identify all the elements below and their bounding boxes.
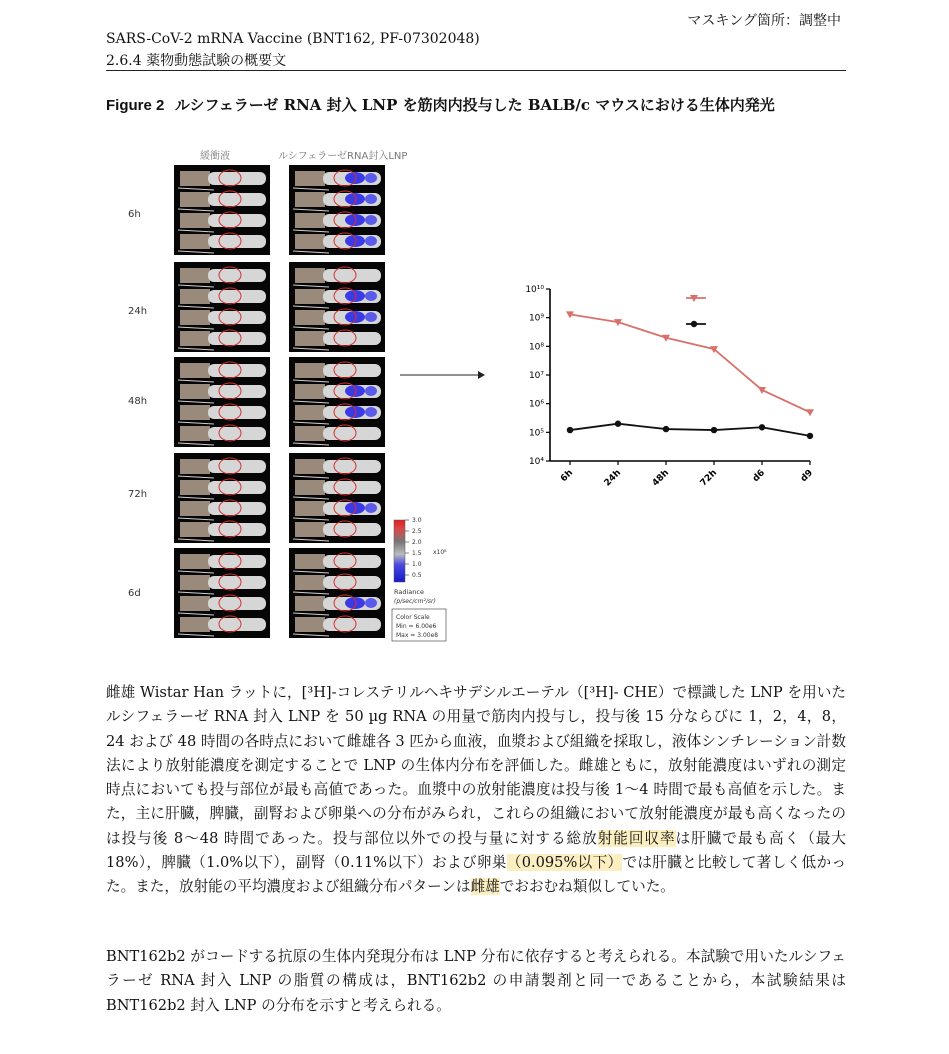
- data-point: [759, 424, 765, 430]
- data-point: [807, 433, 813, 439]
- data-point: [806, 409, 814, 416]
- arrow-icon: [398, 368, 488, 382]
- p1-text-b: は肝臓で最も高く（最大 18%），脾臓（1.0%以下），副腎（0.11%以下）および卵巣: [106, 829, 846, 872]
- buffer-mouse-image: [174, 165, 270, 255]
- timepoint-label: 72h: [128, 489, 148, 500]
- header-rule: [106, 70, 846, 71]
- p1-highlight-c: 雌雄: [470, 878, 500, 896]
- radiance-unit: (p/sec/cm²/sr): [394, 598, 436, 605]
- luminescence-chart: [505, 275, 825, 515]
- section-heading: 2.6.4 薬物動態試験の概要文: [106, 53, 287, 69]
- lnp-mouse-image: [289, 262, 385, 352]
- x-tick-label: 48h: [650, 468, 672, 489]
- y-tick-label: 10⁶: [528, 399, 544, 410]
- figure-label: Figure 2: [106, 97, 165, 114]
- series-line: [570, 424, 810, 436]
- data-point: [663, 426, 669, 432]
- colorbar-tick-label: 2.5: [412, 528, 422, 535]
- colorbar-tick-label: 1.5: [412, 550, 422, 557]
- colorbar-legend: [388, 512, 468, 644]
- document-title: SARS-CoV-2 mRNA Vaccine (BNT162, PF-07302048): [106, 31, 480, 47]
- figure-caption-text: ルシフェラーゼ RNA 封入 LNP を筋肉内投与した BALB/c マウスにおける生体内発光: [174, 96, 775, 114]
- y-tick-label: 10⁷: [528, 371, 544, 381]
- y-tick-label: 10¹⁰: [525, 285, 544, 295]
- body-paragraph-2: [106, 945, 846, 1018]
- colorbar-tick-label: 3.0: [412, 517, 422, 524]
- data-point: [615, 421, 621, 427]
- column-label-lnp: ルシフェラーゼRNA封入LNP: [278, 151, 408, 162]
- lnp-mouse-image: [289, 165, 385, 255]
- color-scale-max: Max = 3.00e8: [396, 632, 439, 639]
- column-label-buffer: 緩衝液: [200, 151, 230, 162]
- figure-caption: [106, 94, 775, 115]
- buffer-mouse-image: [174, 262, 270, 352]
- color-scale-min: Min = 6.00e6: [396, 623, 437, 630]
- buffer-mouse-image: [174, 548, 270, 638]
- timepoint-label: 48h: [128, 396, 148, 407]
- data-point: [567, 427, 573, 433]
- timepoint-label: 6h: [128, 209, 141, 220]
- colorbar-tick-label: 2.0: [412, 539, 422, 546]
- colorbar-gradient: [394, 520, 405, 582]
- y-tick-label: 10⁴: [528, 457, 544, 467]
- color-scale-title: Color Scale: [396, 614, 430, 621]
- p1-highlight-a: 射能回収率: [597, 829, 676, 847]
- colorbar-tick-label: 0.5: [412, 572, 422, 579]
- series-line: [570, 314, 810, 412]
- buffer-mouse-image: [174, 453, 270, 543]
- colorbar-exponent: x10⁸: [433, 549, 447, 556]
- radiance-label: Radiance: [394, 588, 424, 596]
- lnp-mouse-image: [289, 548, 385, 638]
- p1-text-a: 雌雄 Wistar Han ラットに，[³H]-コレステリルヘキサデシルエーテル（[³H]- CHE）で標識した LNP を用いたルシフェラーゼ RNA 封入 LNP を 50 µg RNA の用量で筋肉内投与し，投与後 15 分ならびに 1，2，4，8，24 および 48 時間の各時点において雌雄各 3 匹から血液，血漿および組織を採取し，液体シンチレーション計数法により放射能濃度を測定することで LNP の生体内分布を評価した。雌雄ともに，放射能濃度はいずれの測定時点においても投与部位が最も高値であった。血漿中の放射能濃度は投与後 1〜4 時間で最も高値を示した。また，主に肝臓，脾臓，副腎および卵巣への分布がみられ，これらの組織において放射能濃度が最も高くなったのは投与後 8〜48 時間であった。投与部位以外での投与量に対する総放: [106, 684, 846, 847]
- data-point: [711, 427, 717, 433]
- p1-text-d: でおおむね類似していた。: [499, 878, 675, 896]
- lnp-mouse-image: [289, 357, 385, 447]
- colorbar-tick-label: 1.0: [412, 561, 422, 568]
- x-tick-label: 6h: [559, 468, 576, 485]
- timepoint-label: 24h: [128, 306, 148, 317]
- x-tick-label: 72h: [698, 468, 720, 489]
- x-tick-label: d9: [799, 468, 816, 485]
- y-tick-label: 10⁵: [528, 428, 544, 439]
- p2-text: BNT162b2 がコードする抗原の生体内発現分布は LNP 分布に依存すると考えられる。本試験で用いたルシフェラーゼ RNA 封入 LNP の脂質の構成は，BNT162b2 の申請製剤と同一であることから，本試験結果は BNT162b2 封入 LNP の分布を示すと考えられる。: [106, 948, 846, 1014]
- timepoint-label: 6d: [128, 588, 141, 599]
- p1-text-c: では肝臓と比較して著しく低かった。また，放射能の平均濃度および組織分布パターンは: [106, 854, 846, 896]
- legend-marker: [691, 321, 697, 327]
- y-tick-label: 10⁹: [528, 313, 544, 324]
- x-tick-label: 24h: [602, 468, 624, 489]
- p1-highlight-b: （0.095%以下）: [506, 854, 623, 872]
- masking-note: マスキング箇所：調整中: [687, 13, 841, 29]
- body-paragraph-1: [106, 681, 846, 900]
- x-tick-label: d6: [751, 468, 768, 485]
- y-tick-label: 10⁸: [528, 342, 544, 353]
- lnp-mouse-image: [289, 453, 385, 543]
- buffer-mouse-image: [174, 357, 270, 447]
